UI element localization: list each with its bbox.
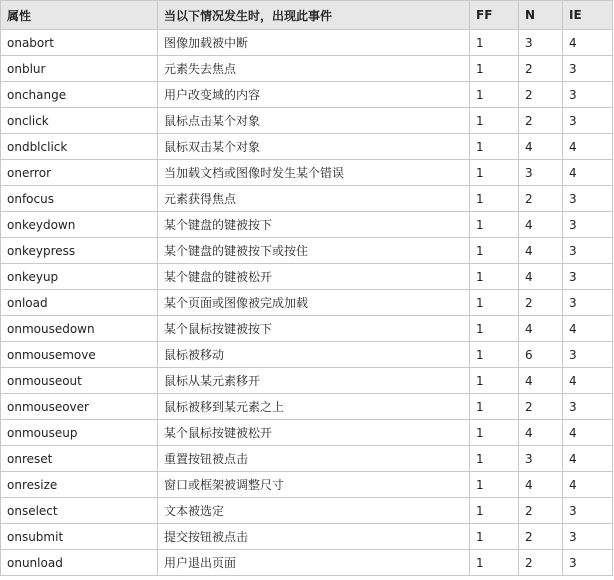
table-row — [1, 290, 613, 316]
table-row — [1, 550, 613, 576]
event-condition-cell: 提交按钮被点击 — [158, 524, 470, 550]
table-row — [1, 446, 613, 472]
ff-version-cell: 1 — [470, 186, 519, 212]
event-condition-cell: 元素获得焦点 — [158, 186, 470, 212]
header-attribute: 属性 — [1, 1, 158, 30]
event-name-cell: onmousedown — [1, 316, 158, 342]
n-version-cell: 3 — [519, 30, 563, 56]
table-row — [1, 420, 613, 446]
n-version-cell: 2 — [519, 524, 563, 550]
table-row — [1, 342, 613, 368]
n-version-cell: 3 — [519, 160, 563, 186]
n-version-cell: 2 — [519, 108, 563, 134]
ff-version-cell: 1 — [470, 134, 519, 160]
n-version-cell: 2 — [519, 290, 563, 316]
ie-version-cell: 3 — [563, 550, 613, 576]
event-name-cell: onmouseup — [1, 420, 158, 446]
table-row — [1, 498, 613, 524]
event-name-cell: onmouseover — [1, 394, 158, 420]
table-row — [1, 394, 613, 420]
event-name-cell: onabort — [1, 30, 158, 56]
ie-version-cell: 3 — [563, 186, 613, 212]
ie-version-cell: 4 — [563, 446, 613, 472]
event-name-cell: ondblclick — [1, 134, 158, 160]
event-condition-cell: 文本被选定 — [158, 498, 470, 524]
header-ie: IE — [563, 1, 613, 30]
ie-version-cell: 3 — [563, 56, 613, 82]
ie-version-cell: 3 — [563, 82, 613, 108]
header-condition: 当以下情况发生时，出现此事件 — [158, 1, 470, 30]
n-version-cell: 4 — [519, 238, 563, 264]
table-header — [1, 1, 613, 30]
event-name-cell: onerror — [1, 160, 158, 186]
table-row — [1, 212, 613, 238]
table-row — [1, 30, 613, 56]
event-condition-cell: 某个鼠标按键被松开 — [158, 420, 470, 446]
ff-version-cell: 1 — [470, 524, 519, 550]
ie-version-cell: 4 — [563, 160, 613, 186]
n-version-cell: 2 — [519, 498, 563, 524]
ie-version-cell: 4 — [563, 368, 613, 394]
header-ff: FF — [470, 1, 519, 30]
ff-version-cell: 1 — [470, 82, 519, 108]
ie-version-cell: 3 — [563, 238, 613, 264]
event-condition-cell: 窗口或框架被调整尺寸 — [158, 472, 470, 498]
event-name-cell: onfocus — [1, 186, 158, 212]
ie-version-cell: 4 — [563, 30, 613, 56]
event-name-cell: onload — [1, 290, 158, 316]
ie-version-cell: 4 — [563, 420, 613, 446]
event-name-cell: onclick — [1, 108, 158, 134]
n-version-cell: 2 — [519, 550, 563, 576]
table-row — [1, 186, 613, 212]
table-row — [1, 238, 613, 264]
event-condition-cell: 元素失去焦点 — [158, 56, 470, 82]
event-condition-cell: 鼠标双击某个对象 — [158, 134, 470, 160]
event-name-cell: onmouseout — [1, 368, 158, 394]
table-row — [1, 108, 613, 134]
ie-version-cell: 3 — [563, 342, 613, 368]
n-version-cell: 3 — [519, 446, 563, 472]
header-row — [1, 1, 613, 30]
event-condition-cell: 某个键盘的键被按下 — [158, 212, 470, 238]
event-name-cell: onresize — [1, 472, 158, 498]
ff-version-cell: 1 — [470, 212, 519, 238]
event-name-cell: onchange — [1, 82, 158, 108]
table-row — [1, 82, 613, 108]
table-row — [1, 134, 613, 160]
event-condition-cell: 鼠标从某元素移开 — [158, 368, 470, 394]
n-version-cell: 2 — [519, 394, 563, 420]
n-version-cell: 4 — [519, 316, 563, 342]
ff-version-cell: 1 — [470, 238, 519, 264]
event-name-cell: onblur — [1, 56, 158, 82]
table-row — [1, 368, 613, 394]
ff-version-cell: 1 — [470, 108, 519, 134]
ie-version-cell: 3 — [563, 290, 613, 316]
n-version-cell: 2 — [519, 186, 563, 212]
event-name-cell: onselect — [1, 498, 158, 524]
table-row — [1, 160, 613, 186]
ff-version-cell: 1 — [470, 316, 519, 342]
event-condition-cell: 鼠标被移动 — [158, 342, 470, 368]
ie-version-cell: 3 — [563, 212, 613, 238]
event-condition-cell: 图像加载被中断 — [158, 30, 470, 56]
n-version-cell: 2 — [519, 56, 563, 82]
event-name-cell: onmousemove — [1, 342, 158, 368]
ff-version-cell: 1 — [470, 550, 519, 576]
n-version-cell: 4 — [519, 368, 563, 394]
table-row — [1, 316, 613, 342]
ie-version-cell: 3 — [563, 394, 613, 420]
event-condition-cell: 用户改变域的内容 — [158, 82, 470, 108]
n-version-cell: 4 — [519, 264, 563, 290]
n-version-cell: 6 — [519, 342, 563, 368]
event-condition-cell: 重置按钮被点击 — [158, 446, 470, 472]
table-row — [1, 524, 613, 550]
event-name-cell: onsubmit — [1, 524, 158, 550]
ie-version-cell: 4 — [563, 472, 613, 498]
n-version-cell: 4 — [519, 472, 563, 498]
event-condition-cell: 鼠标被移到某元素之上 — [158, 394, 470, 420]
event-name-cell: onkeyup — [1, 264, 158, 290]
ie-version-cell: 3 — [563, 524, 613, 550]
ff-version-cell: 1 — [470, 446, 519, 472]
table-row — [1, 56, 613, 82]
ff-version-cell: 1 — [470, 342, 519, 368]
ff-version-cell: 1 — [470, 368, 519, 394]
event-name-cell: onkeypress — [1, 238, 158, 264]
ff-version-cell: 1 — [470, 290, 519, 316]
ff-version-cell: 1 — [470, 30, 519, 56]
table-row — [1, 472, 613, 498]
ff-version-cell: 1 — [470, 498, 519, 524]
event-condition-cell: 鼠标点击某个对象 — [158, 108, 470, 134]
ie-version-cell: 3 — [563, 108, 613, 134]
ff-version-cell: 1 — [470, 56, 519, 82]
event-name-cell: onreset — [1, 446, 158, 472]
ff-version-cell: 1 — [470, 160, 519, 186]
ff-version-cell: 1 — [470, 472, 519, 498]
n-version-cell: 4 — [519, 134, 563, 160]
ie-version-cell: 4 — [563, 316, 613, 342]
n-version-cell: 4 — [519, 212, 563, 238]
ie-version-cell: 3 — [563, 498, 613, 524]
ie-version-cell: 3 — [563, 264, 613, 290]
event-condition-cell: 某个键盘的键被按下或按住 — [158, 238, 470, 264]
n-version-cell: 4 — [519, 420, 563, 446]
n-version-cell: 2 — [519, 82, 563, 108]
ff-version-cell: 1 — [470, 264, 519, 290]
event-condition-cell: 某个键盘的键被松开 — [158, 264, 470, 290]
ff-version-cell: 1 — [470, 420, 519, 446]
event-condition-cell: 某个鼠标按键被按下 — [158, 316, 470, 342]
table-row — [1, 264, 613, 290]
event-condition-cell: 当加载文档或图像时发生某个错误 — [158, 160, 470, 186]
ie-version-cell: 4 — [563, 134, 613, 160]
event-name-cell: onunload — [1, 550, 158, 576]
header-n: N — [519, 1, 563, 30]
event-condition-cell: 某个页面或图像被完成加载 — [158, 290, 470, 316]
event-condition-cell: 用户退出页面 — [158, 550, 470, 576]
event-name-cell: onkeydown — [1, 212, 158, 238]
ff-version-cell: 1 — [470, 394, 519, 420]
table-body — [1, 30, 613, 576]
